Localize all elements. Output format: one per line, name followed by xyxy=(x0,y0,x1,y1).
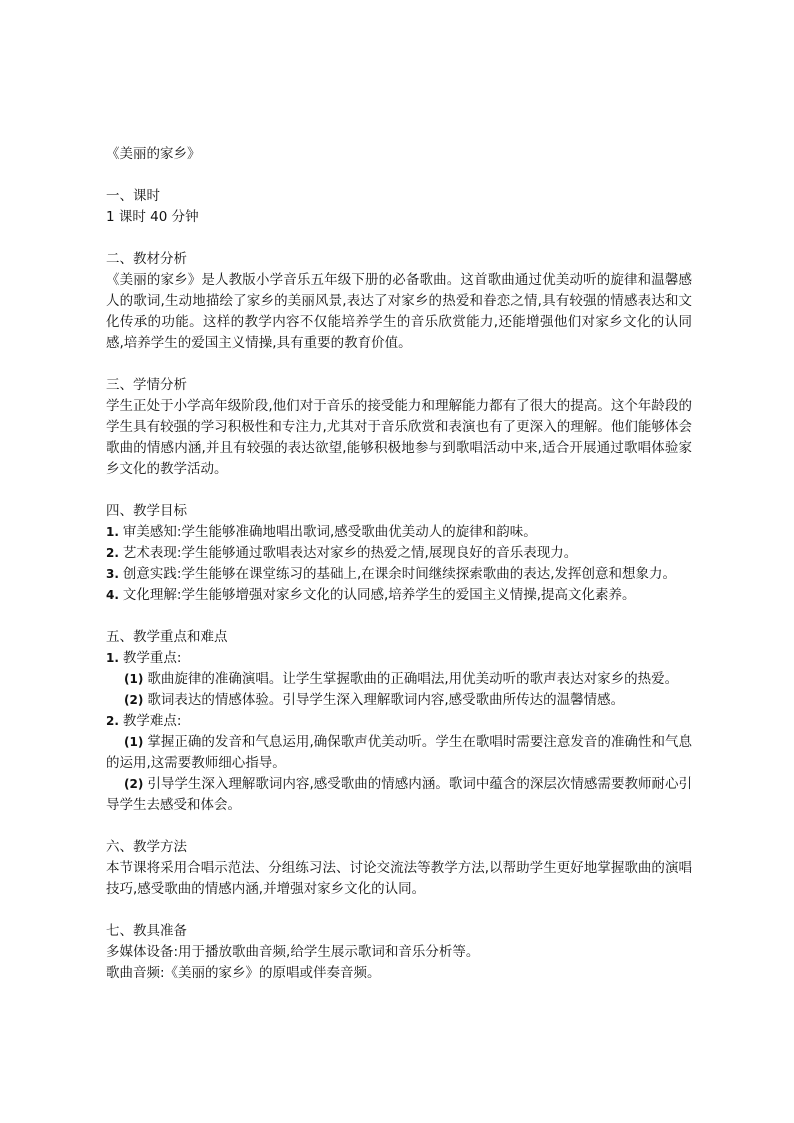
difficult-points-label xyxy=(106,711,692,732)
goal-item xyxy=(106,564,692,585)
difficult-point-text: 引导学生深入理解歌词内容,感受歌曲的情感内涵。歌词中蕴含的深层次情感需要教师耐心引导学生去感受和体会。 xyxy=(106,776,692,813)
teaching-aid-item: 多媒体设备:用于播放歌曲音频,给学生展示歌词和音乐分析等。 xyxy=(106,944,480,960)
difficult-points-number: 2. xyxy=(106,714,119,728)
spacer xyxy=(106,354,692,375)
key-points-number: 1. xyxy=(106,651,119,665)
spacer xyxy=(106,480,692,501)
document-page xyxy=(106,144,692,984)
spacer xyxy=(106,900,692,921)
teaching-aid-item: 歌曲音频:《美丽的家乡》的原唱或伴奏音频。 xyxy=(106,965,381,981)
key-points-label-text: 教学重点: xyxy=(122,650,182,666)
goal-text: 文化理解:学生能够增强对家乡文化的认同感,培养学生的爱国主义情操,提高文化素养。 xyxy=(122,587,636,603)
spacer xyxy=(106,816,692,837)
goal-item xyxy=(106,585,692,606)
section-heading-student-analysis: 三、学情分析 xyxy=(106,377,187,393)
textbook-analysis-text: 《美丽的家乡》是人教版小学音乐五年级下册的必备歌曲。这首歌曲通过优美动听的旋律和温馨感人的歌词,生动地描绘了家乡的美丽风景,表达了对家乡的热爱和眷恋之情,具有较强的情感表达和文化传承的功能。这样的教学内容不仅能培养学生的音乐欣赏能力,还能增强他们对家乡文化的认同感,培养学生的爱国主义情操,具有重要的教育价值。 xyxy=(106,272,692,351)
section-heading-textbook-analysis: 二、教材分析 xyxy=(106,251,187,267)
goal-item xyxy=(106,522,692,543)
key-point-text: 歌词表达的情感体验。引导学生深入理解歌词内容,感受歌曲所传达的温馨情感。 xyxy=(147,692,625,708)
difficult-point-item xyxy=(106,732,692,774)
goal-number: 1. xyxy=(106,525,119,539)
key-point-number: (1) xyxy=(124,672,144,686)
goal-number: 4. xyxy=(106,588,119,602)
goal-text: 审美感知:学生能够准确地唱出歌词,感受歌曲优美动人的旋律和韵味。 xyxy=(122,524,537,540)
difficult-point-text: 掌握正确的发音和气息运用,确保歌声优美动听。学生在歌唱时需要注意发音的准确性和气息的运用,这需要教师细心指导。 xyxy=(106,734,692,771)
difficult-point-number: (2) xyxy=(124,777,144,791)
spacer xyxy=(106,228,692,249)
key-point-item xyxy=(106,690,692,711)
goal-item xyxy=(106,543,692,564)
section-heading-key-difficult-points: 五、教学重点和难点 xyxy=(106,629,228,645)
key-point-number: (2) xyxy=(124,693,144,707)
difficult-points-label-text: 教学难点: xyxy=(122,713,182,729)
goal-number: 2. xyxy=(106,546,119,560)
class-hours-text: 1 课时 40 分钟 xyxy=(106,209,199,225)
student-analysis-text: 学生正处于小学高年级阶段,他们对于音乐的接受能力和理解能力都有了很大的提高。这个年龄段的学生具有较强的学习积极性和专注力,尤其对于音乐欣赏和表演也有了更深入的理解。他们能够体会歌曲的情感内涵,并且有较强的表达欲望,能够积极地参与到歌唱活动中来,适合开展通过歌唱体验家乡文化的教学活动。 xyxy=(106,398,692,477)
key-points-label xyxy=(106,648,692,669)
goal-number: 3. xyxy=(106,567,119,581)
goal-text: 艺术表现:学生能够通过歌唱表达对家乡的热爱之情,展现良好的音乐表现力。 xyxy=(122,545,578,561)
spacer xyxy=(106,165,692,186)
spacer xyxy=(106,606,692,627)
document-title: 《美丽的家乡》 xyxy=(106,146,201,162)
section-heading-class-hours: 一、课时 xyxy=(106,188,160,204)
key-point-text: 歌曲旋律的准确演唱。让学生掌握歌曲的正确唱法,用优美动听的歌声表达对家乡的热爱。 xyxy=(147,671,679,687)
goal-text: 创意实践:学生能够在课堂练习的基础上,在课余时间继续探索歌曲的表达,发挥创意和想象力。 xyxy=(122,566,677,582)
section-heading-teaching-aids: 七、教具准备 xyxy=(106,923,187,939)
section-heading-teaching-methods: 六、教学方法 xyxy=(106,839,187,855)
teaching-methods-text: 本节课将采用合唱示范法、分组练习法、讨论交流法等教学方法,以帮助学生更好地掌握歌曲的演唱技巧,感受歌曲的情感内涵,并增强对家乡文化的认同。 xyxy=(106,860,692,897)
key-point-item xyxy=(106,669,692,690)
section-heading-teaching-goals: 四、教学目标 xyxy=(106,503,187,519)
difficult-point-item xyxy=(106,774,692,816)
difficult-point-number: (1) xyxy=(124,735,144,749)
